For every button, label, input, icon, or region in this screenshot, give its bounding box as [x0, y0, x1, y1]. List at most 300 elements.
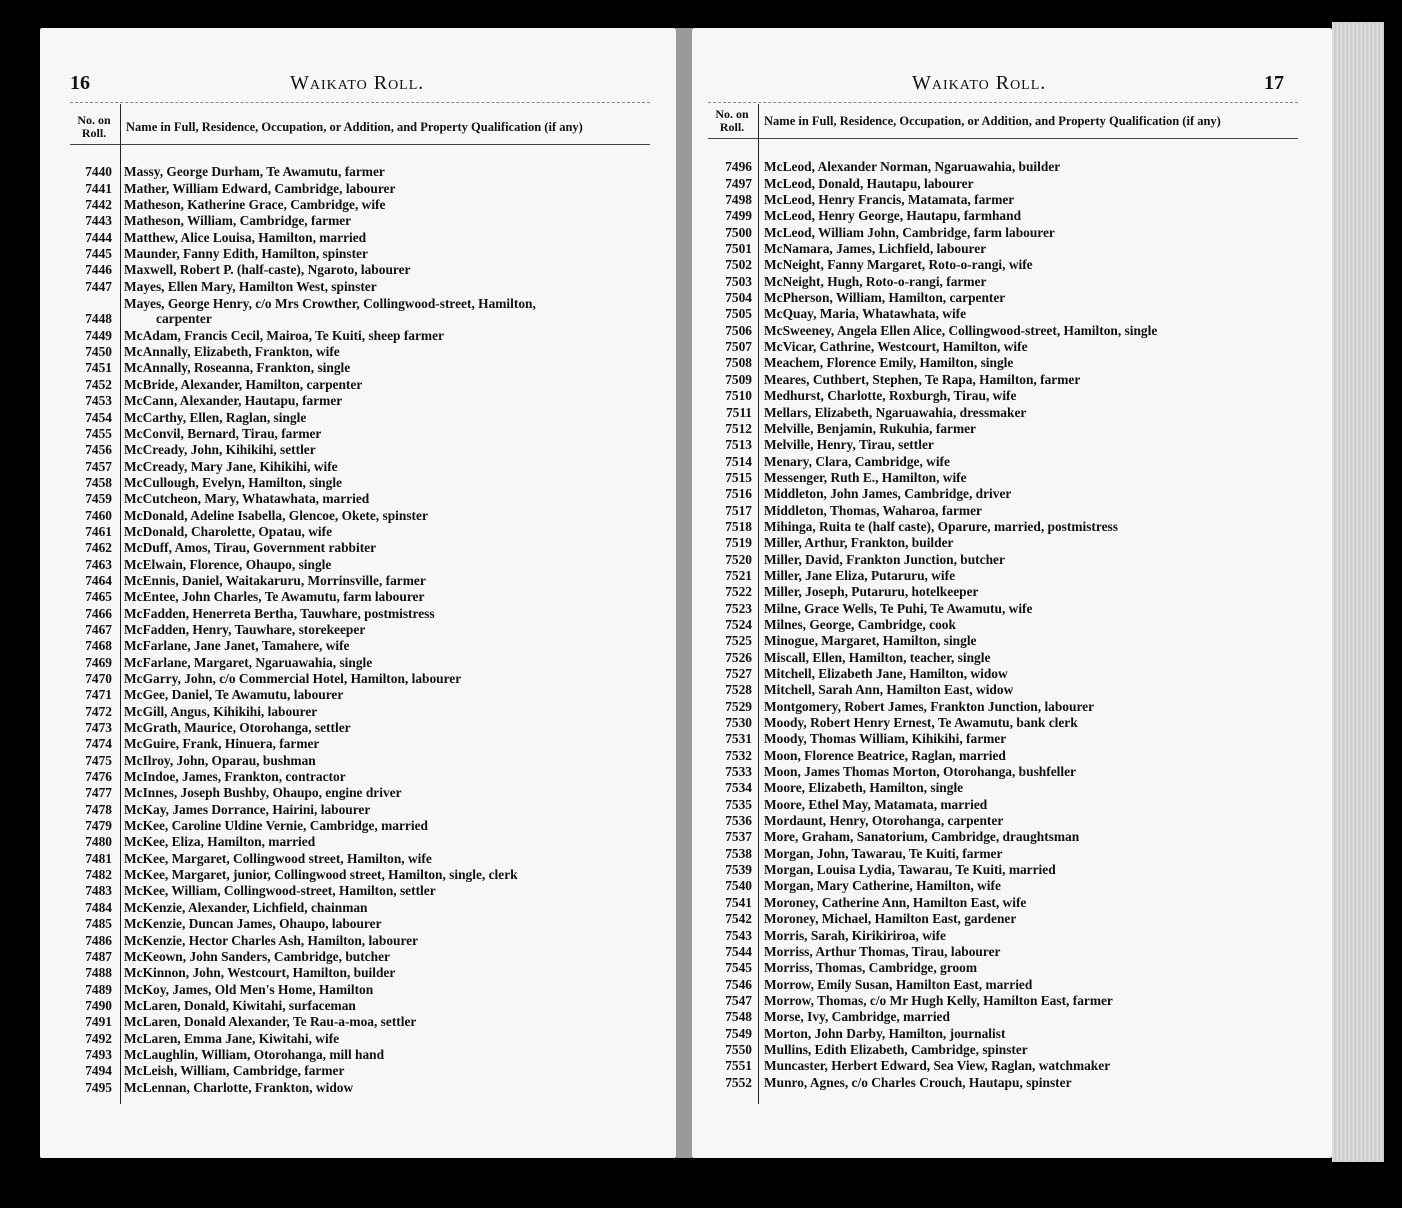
roll-entry	[40, 179, 644, 195]
elector-details	[764, 503, 1304, 518]
roll-number: 7512	[725, 420, 752, 436]
elector-details-line: McLeod, Henry Francis, Matamata, farmer	[764, 192, 1015, 208]
elector-details-line: Mitchell, Sarah Ann, Hamilton East, widow	[764, 682, 1014, 698]
elector-details	[764, 1009, 1304, 1024]
elector-details	[124, 606, 644, 621]
roll-number: 7530	[725, 715, 752, 731]
roll-number: 7534	[725, 780, 752, 796]
roll-number: 7463	[85, 556, 112, 572]
roll-entry	[40, 408, 644, 424]
roll-entry	[40, 964, 644, 980]
elector-details	[124, 181, 644, 196]
elector-details	[124, 589, 644, 604]
roll-number: 7494	[85, 1063, 112, 1079]
elector-details	[124, 1047, 644, 1062]
elector-details-line: McKenzie, Alexander, Lichfield, chainman	[124, 899, 368, 915]
roll-number: 7504	[725, 290, 752, 306]
elector-details	[124, 1080, 644, 1095]
elector-details-line: Morgan, Louisa Lydia, Tawarau, Te Kuiti, married	[764, 862, 1056, 878]
roll-number: 7442	[85, 197, 112, 213]
elector-details	[124, 230, 644, 245]
roll-entry	[692, 191, 1304, 207]
elector-details-line: Mitchell, Elizabeth Jane, Hamilton, widow	[764, 666, 1008, 681]
elector-details-line: McGrath, Maurice, Otorohanga, settler	[124, 720, 351, 736]
roll-entry	[692, 746, 1304, 762]
roll-entry	[692, 534, 1304, 550]
elector-details	[764, 797, 1304, 812]
roll-entry	[40, 457, 644, 473]
roll-entry	[692, 632, 1304, 648]
roll-number: 7456	[85, 442, 112, 458]
elector-details	[764, 748, 1304, 763]
elector-details	[764, 241, 1304, 256]
elector-details-line: McCutcheon, Mary, Whatawhata, married	[124, 491, 370, 507]
elector-details	[124, 916, 644, 931]
header-bottom-rule	[70, 144, 650, 145]
roll-number: 7459	[85, 491, 112, 507]
roll-number: 7533	[725, 764, 752, 780]
roll-entry	[40, 1046, 644, 1062]
elector-details-line: McCann, Alexander, Hautapu, farmer	[124, 393, 343, 409]
roll-entries-right	[692, 158, 1304, 1090]
roll-entry	[692, 354, 1304, 370]
roll-entry	[692, 828, 1304, 844]
elector-details-line: Matheson, William, Cambridge, farmer	[124, 213, 352, 229]
elector-details	[124, 704, 644, 719]
elector-details-line: Morgan, John, Tawarau, Te Kuiti, farmer	[764, 845, 1003, 861]
elector-details	[124, 557, 644, 572]
roll-number: 7546	[725, 976, 752, 992]
elector-details-line: Morton, John Darby, Hamilton, journalist	[764, 1025, 1006, 1041]
elector-details-line: Mihinga, Ruita te (half caste), Oparure, married, postmistress	[764, 518, 1118, 534]
elector-details-line: McInnes, Joseph Bushby, Ohaupo, engine driver	[124, 785, 402, 801]
elector-details	[124, 785, 644, 800]
elector-details	[124, 508, 644, 523]
roll-entry	[40, 523, 644, 539]
roll-entry	[40, 670, 644, 686]
no-on-roll-header: No. on Roll.	[715, 107, 749, 134]
elector-details-line: Moody, Robert Henry Ernest, Te Awamutu, bank clerk	[764, 715, 1078, 731]
roll-entry	[692, 763, 1304, 779]
elector-details	[124, 246, 644, 261]
roll-number: 7541	[725, 894, 752, 910]
roll-number: 7524	[725, 616, 752, 632]
roll-entry	[692, 289, 1304, 305]
roll-number: 7484	[85, 899, 112, 915]
roll-entry	[692, 338, 1304, 354]
roll-entry	[40, 866, 644, 882]
roll-number: 7551	[725, 1058, 752, 1074]
roll-entry	[40, 768, 644, 784]
elector-details-line: Maunder, Fanny Edith, Hamilton, spinster	[124, 246, 368, 262]
elector-details	[124, 867, 644, 882]
roll-number: 7499	[725, 208, 752, 224]
page-number: 16	[70, 72, 90, 94]
elector-details	[764, 437, 1304, 452]
roll-entry	[692, 1073, 1304, 1089]
roll-number: 7515	[725, 469, 752, 485]
elector-details-line: Matthew, Alice Louisa, Hamilton, married	[124, 229, 367, 245]
roll-entry	[40, 245, 644, 261]
elector-details	[764, 601, 1304, 616]
roll-entry	[40, 980, 644, 996]
roll-number: 7508	[725, 355, 752, 371]
roll-number: 7448	[85, 311, 112, 327]
roll-number: 7453	[85, 393, 112, 409]
elector-details	[124, 802, 644, 817]
elector-details	[764, 454, 1304, 469]
elector-details	[764, 192, 1304, 207]
roll-entry	[40, 948, 644, 964]
name-column-header: Name in Full, Residence, Occupation, or Addition, and Property Qualification (if any)	[126, 120, 583, 134]
elector-details	[764, 405, 1304, 420]
roll-entry	[692, 174, 1304, 190]
elector-details	[764, 535, 1304, 550]
roll-entry	[40, 359, 644, 375]
roll-entry	[692, 158, 1304, 174]
roll-number: 7471	[85, 687, 112, 703]
elector-details	[764, 911, 1304, 926]
elector-details	[764, 372, 1304, 387]
elector-details-line: McKinnon, John, Westcourt, Hamilton, builder	[124, 965, 396, 981]
roll-entry	[40, 735, 644, 751]
roll-entry	[40, 474, 644, 490]
elector-details-line: McBride, Alexander, Hamilton, carpenter	[124, 376, 363, 392]
roll-number: 7507	[725, 339, 752, 355]
roll-entry	[40, 898, 644, 914]
roll-number: 7542	[725, 911, 752, 927]
elector-details	[764, 617, 1304, 632]
elector-details	[124, 360, 644, 375]
elector-details-line: Moon, James Thomas Morton, Otorohanga, bushfeller	[764, 764, 1076, 780]
right-page	[692, 28, 1332, 1158]
elector-details	[764, 552, 1304, 567]
elector-details	[764, 306, 1304, 321]
elector-details-line: McGill, Angus, Kihikihi, labourer	[124, 703, 318, 719]
roll-number: 7527	[725, 666, 752, 681]
elector-details-line: Morrow, Thomas, c/o Mr Hugh Kelly, Hamilton East, farmer	[764, 992, 1113, 1008]
elector-details	[764, 813, 1304, 828]
elector-details	[764, 159, 1304, 174]
elector-details-line: Menary, Clara, Cambridge, wife	[764, 453, 950, 469]
roll-entry	[692, 518, 1304, 534]
roll-number: 7513	[725, 437, 752, 453]
roll-number: 7532	[725, 747, 752, 763]
elector-details	[124, 377, 644, 392]
roll-entry	[692, 959, 1304, 975]
elector-details-line: McIlroy, John, Oparau, bushman	[124, 752, 316, 768]
elector-details	[764, 699, 1304, 714]
elector-details-line: McKeown, John Sanders, Cambridge, butcher	[124, 948, 390, 964]
elector-details	[764, 764, 1304, 779]
roll-number: 7440	[85, 164, 112, 180]
elector-details-line: McLaughlin, William, Otorohanga, mill hand	[124, 1046, 385, 1062]
roll-number: 7466	[85, 605, 112, 621]
elector-details	[124, 900, 644, 915]
elector-details-line: McLennan, Charlotte, Frankton, widow	[124, 1079, 354, 1095]
roll-number: 7455	[85, 425, 112, 441]
elector-details	[764, 519, 1304, 534]
roll-number: 7479	[85, 818, 112, 834]
roll-entry	[692, 714, 1304, 730]
elector-details-line: McEnnis, Daniel, Waitakaruru, Morrinsville, farmer	[124, 572, 426, 588]
elector-details-line: McSweeney, Angela Ellen Alice, Collingwood-street, Hamilton, single	[764, 322, 1158, 338]
elector-details-line: McKee, William, Collingwood-street, Hamilton, settler	[124, 883, 436, 899]
roll-number: 7487	[85, 948, 112, 964]
roll-number: 7498	[725, 192, 752, 208]
roll-entry	[692, 1041, 1304, 1057]
elector-details	[124, 1063, 644, 1078]
roll-number: 7506	[725, 322, 752, 338]
roll-entry	[692, 893, 1304, 909]
roll-number: 7547	[725, 992, 752, 1008]
elector-details-line: McVicar, Cathrine, Westcourt, Hamilton, wife	[764, 339, 1028, 355]
name-column-header: Name in Full, Residence, Occupation, or Addition, and Property Qualification (if any)	[764, 114, 1221, 128]
elector-details-line: McLeod, William John, Cambridge, farm labourer	[764, 224, 1055, 240]
elector-details-line: McFadden, Henry, Tauwhare, storekeeper	[124, 621, 366, 637]
running-head: Waikato Roll.	[912, 72, 1047, 94]
elector-details	[124, 410, 644, 425]
roll-number: 7475	[85, 752, 112, 768]
roll-number: 7474	[85, 736, 112, 752]
roll-entry	[40, 490, 644, 506]
roll-number: 7477	[85, 785, 112, 801]
elector-details	[764, 323, 1304, 338]
elector-details-line: Milne, Grace Wells, Te Puhi, Te Awamutu, wife	[764, 600, 1033, 616]
elector-details-line: McCready, Mary Jane, Kihikihi, wife	[124, 458, 338, 474]
elector-details-line: Morris, Sarah, Kirikiriroa, wife	[764, 927, 946, 943]
roll-number: 7536	[725, 813, 752, 829]
elector-details-line: Melville, Henry, Tirau, settler	[764, 437, 934, 453]
elector-details	[124, 344, 644, 359]
elector-details	[764, 208, 1304, 223]
elector-details-line: McNeight, Hugh, Roto-o-rangi, farmer	[764, 273, 987, 289]
roll-number: 7486	[85, 932, 112, 948]
elector-details-continuation: carpenter	[156, 311, 212, 327]
elector-details	[124, 720, 644, 735]
elector-details-line: Munro, Agnes, c/o Charles Crouch, Hautapu, spinster	[764, 1074, 1072, 1090]
elector-details-line: McKay, James Dorrance, Hairini, labourer	[124, 801, 371, 817]
elector-details-line: Middleton, Thomas, Waharoa, farmer	[764, 502, 982, 518]
elector-details	[124, 998, 644, 1013]
elector-details-line: Medhurst, Charlotte, Roxburgh, Tirau, wife	[764, 388, 1017, 404]
roll-entry	[692, 599, 1304, 615]
book-spine	[676, 28, 692, 1158]
elector-details	[124, 671, 644, 686]
elector-details	[764, 1026, 1304, 1041]
roll-number: 7500	[725, 224, 752, 240]
elector-details	[764, 1042, 1304, 1057]
elector-details-line: Mayes, Ellen Mary, Hamilton West, spinster	[124, 278, 377, 294]
elector-details	[764, 715, 1304, 730]
roll-number: 7549	[725, 1025, 752, 1041]
roll-entry	[40, 719, 644, 735]
roll-number: 7503	[725, 273, 752, 289]
elector-details-line: Melville, Benjamin, Rukuhia, farmer	[764, 420, 977, 436]
running-head: Waikato Roll.	[290, 72, 425, 94]
elector-details-line: McNamara, James, Lichfield, labourer	[764, 241, 987, 257]
elector-details-line: Moroney, Catherine Ann, Hamilton East, wife	[764, 894, 1027, 910]
elector-details-line: McDonald, Adeline Isabella, Glencoe, Okete, spinster	[124, 507, 428, 523]
roll-number: 7460	[85, 507, 112, 523]
elector-details	[764, 290, 1304, 305]
left-page	[40, 28, 676, 1158]
elector-details-line: Muncaster, Herbert Edward, Sea View, Raglan, watchmaker	[764, 1058, 1111, 1074]
roll-entry	[40, 555, 644, 571]
roll-entry	[40, 653, 644, 669]
elector-details	[764, 339, 1304, 354]
header-bottom-rule	[708, 138, 1298, 139]
elector-details-line: McDonald, Charolette, Opatau, wife	[124, 523, 333, 539]
roll-entry	[40, 163, 644, 179]
roll-entry	[40, 751, 644, 767]
elector-details-line: Miller, Arthur, Frankton, builder	[764, 535, 954, 551]
elector-details	[124, 851, 644, 866]
elector-details-line: McCready, John, Kihikihi, settler	[124, 442, 316, 458]
roll-entry	[40, 277, 644, 293]
elector-details-line: McGuire, Frank, Hinuera, farmer	[124, 736, 320, 752]
roll-entries-left	[40, 163, 644, 1095]
roll-number: 7550	[725, 1041, 752, 1057]
roll-entry	[40, 833, 644, 849]
elector-details	[124, 393, 644, 408]
roll-number: 7522	[725, 584, 752, 600]
roll-entry	[692, 910, 1304, 926]
elector-details-line: McFarlane, Jane Janet, Tamahere, wife	[124, 638, 350, 654]
elector-details-line: Moore, Elizabeth, Hamilton, single	[764, 780, 964, 796]
elector-details-line: McKee, Margaret, Collingwood street, Hamilton, wife	[124, 850, 432, 866]
elector-details	[764, 584, 1304, 599]
roll-number: 7510	[725, 388, 752, 404]
elector-details-line: Messenger, Ruth E., Hamilton, wife	[764, 469, 967, 485]
roll-number: 7525	[725, 633, 752, 649]
elector-details	[764, 225, 1304, 240]
elector-details-line: McConvil, Bernard, Tirau, farmer	[124, 425, 322, 441]
roll-number: 7514	[725, 453, 752, 469]
roll-entry	[40, 1029, 644, 1045]
roll-number: 7535	[725, 796, 752, 812]
elector-details	[764, 666, 1304, 681]
page-number: 17	[1264, 72, 1284, 94]
roll-number: 7497	[725, 175, 752, 191]
elector-details-line: Moon, Florence Beatrice, Raglan, married	[764, 747, 1006, 763]
roll-entry	[40, 882, 644, 898]
elector-details	[764, 274, 1304, 289]
roll-number: 7468	[85, 638, 112, 654]
elector-details-line: Moore, Ethel May, Matamata, married	[764, 796, 988, 812]
roll-entry	[40, 343, 644, 359]
elector-details-line: Mellars, Elizabeth, Ngaruawahia, dressmaker	[764, 404, 1027, 420]
elector-details	[124, 834, 644, 849]
elector-details-line: McKenzie, Duncan James, Ohaupo, labourer	[124, 916, 382, 932]
roll-entry	[692, 1024, 1304, 1040]
roll-entry	[40, 637, 644, 653]
elector-details	[764, 486, 1304, 501]
roll-number: 7443	[85, 213, 112, 229]
elector-details	[764, 731, 1304, 746]
roll-entry	[40, 375, 644, 391]
elector-details	[764, 633, 1304, 648]
roll-number: 7552	[725, 1074, 752, 1090]
roll-number: 7505	[725, 306, 752, 322]
elector-details	[124, 540, 644, 555]
roll-number: 7485	[85, 916, 112, 932]
roll-number: 7444	[85, 229, 112, 245]
elector-details-line: Miller, David, Frankton Junction, butcher	[764, 551, 1005, 567]
roll-entry	[692, 992, 1304, 1008]
roll-entry	[40, 326, 644, 342]
elector-details-line: McLaren, Donald, Kiwitahi, surfaceman	[124, 997, 356, 1013]
elector-details-line: McElwain, Florence, Ohaupo, single	[124, 556, 332, 572]
elector-details	[124, 442, 644, 457]
elector-details	[124, 475, 644, 490]
elector-details-line: Meachem, Florence Emily, Hamilton, single	[764, 355, 1014, 371]
elector-details	[764, 650, 1304, 665]
roll-entry	[692, 256, 1304, 272]
elector-details-line: Morse, Ivy, Cambridge, married	[764, 1009, 950, 1025]
elector-details-line: McLaren, Donald Alexander, Te Rau-a-moa, settler	[124, 1014, 417, 1030]
elector-details	[764, 568, 1304, 583]
roll-entry	[692, 926, 1304, 942]
elector-details	[124, 213, 644, 228]
elector-details-line: McKoy, James, Old Men's Home, Hamilton	[124, 981, 374, 997]
roll-number: 7480	[85, 834, 112, 850]
elector-details	[124, 753, 644, 768]
elector-details	[124, 491, 644, 506]
roll-number: 7518	[725, 518, 752, 534]
roll-number: 7523	[725, 600, 752, 616]
elector-details-line: McLeod, Donald, Hautapu, labourer	[764, 175, 974, 191]
elector-details	[764, 960, 1304, 975]
roll-number: 7469	[85, 654, 112, 670]
roll-number: 7476	[85, 769, 112, 785]
elector-details-line: More, Graham, Sanatorium, Cambridge, draughtsman	[764, 829, 1080, 845]
roll-number: 7472	[85, 703, 112, 719]
elector-details	[124, 328, 644, 343]
elector-details-line: Milnes, George, Cambridge, cook	[764, 616, 956, 632]
roll-entry	[40, 915, 644, 931]
elector-details	[124, 426, 644, 441]
roll-entry	[692, 370, 1304, 386]
elector-details-line: McAdam, Francis Cecil, Mairoa, Te Kuiti, sheep farmer	[124, 327, 444, 343]
roll-entry	[40, 294, 644, 327]
roll-number: 7492	[85, 1030, 112, 1046]
elector-details	[764, 355, 1304, 370]
no-on-roll-header: No. on Roll.	[77, 113, 111, 140]
elector-details-line: McNeight, Fanny Margaret, Roto-o-rangi, wife	[764, 257, 1033, 273]
elector-details	[764, 421, 1304, 436]
roll-number: 7483	[85, 883, 112, 899]
elector-details-line: McEntee, John Charles, Te Awamutu, farm labourer	[124, 589, 425, 605]
roll-entry	[40, 539, 644, 555]
roll-entry	[692, 861, 1304, 877]
roll-number: 7462	[85, 540, 112, 556]
roll-number: 7451	[85, 360, 112, 376]
roll-entry	[692, 436, 1304, 452]
elector-details	[764, 176, 1304, 191]
elector-details	[764, 862, 1304, 877]
elector-details	[124, 933, 644, 948]
roll-entry	[40, 441, 644, 457]
roll-number: 7445	[85, 246, 112, 262]
roll-number: 7489	[85, 981, 112, 997]
elector-details-line: Morriss, Arthur Thomas, Tirau, labourer	[764, 943, 1001, 959]
roll-entry	[692, 779, 1304, 795]
roll-number: 7539	[725, 862, 752, 878]
elector-details-line: McLeod, Henry George, Hautapu, farmhand	[764, 208, 1022, 224]
elector-details-line: Mordaunt, Henry, Otorohanga, carpenter	[764, 813, 1004, 829]
elector-details	[764, 470, 1304, 485]
